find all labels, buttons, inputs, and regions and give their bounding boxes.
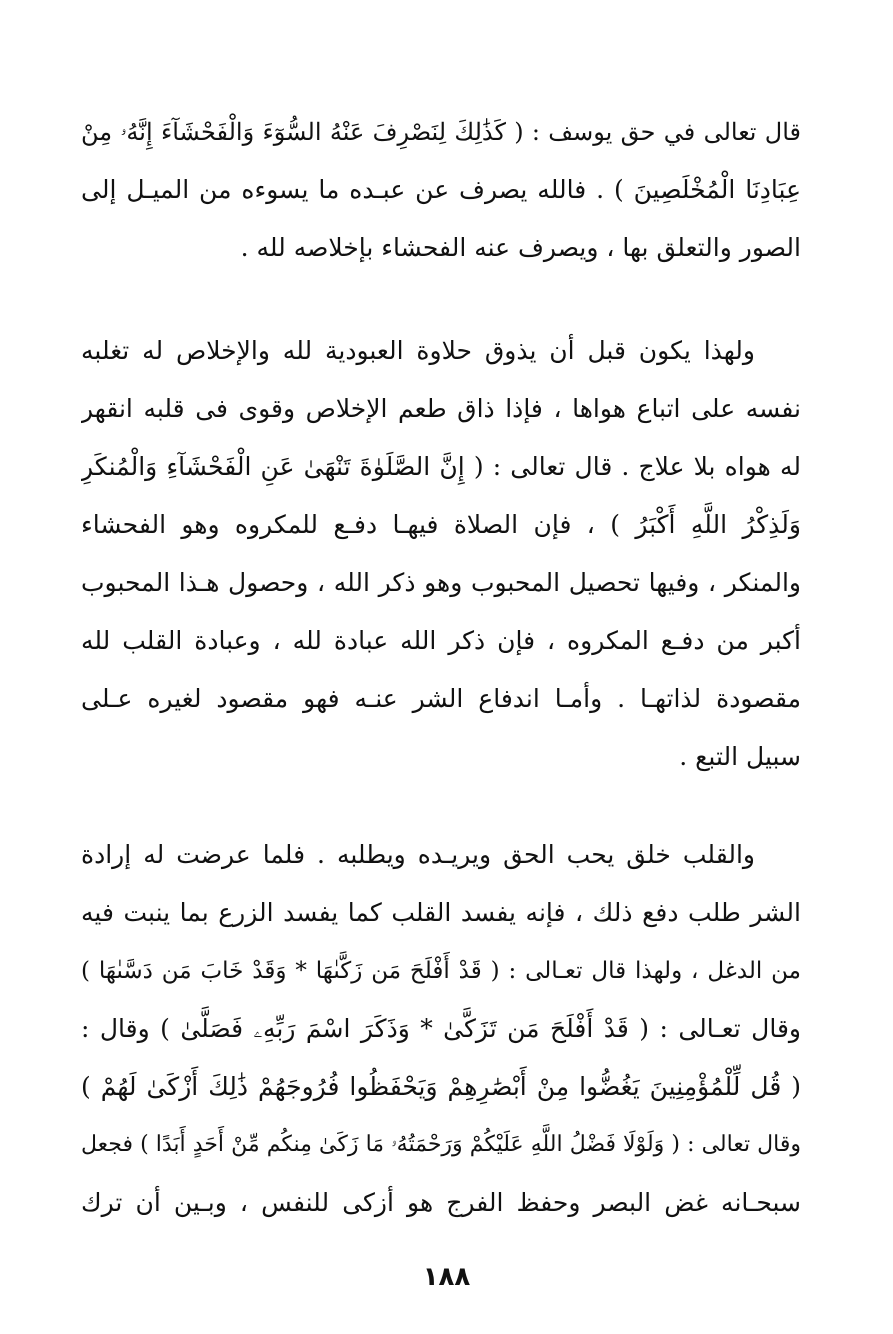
text-line: قال تعالى في حق يوسف : ( كَذَٰلِكَ لِنَصْرِفَ عَنْهُ السُّوٓءَ وَالْفَحْشَآءَ إِنَّهُۥ مِنْ [81,118,801,146]
text-line: سبحـانه غض البصر وحفظ الفرج هو أزكى للنفس ، وبـين أن ترك [81,1188,801,1217]
text-line: ( قُل لِّلْمُؤْمِنِينَ يَغُضُّوا مِنْ أَبْصَٰرِهِمْ وَيَحْفَظُوا فُرُوجَهُمْ ذَٰلِكَ أَزْكَىٰ لَهُمْ ) [81,1072,801,1101]
text-line: أكبر من دفـع المكروه ، فإن ذكر الله عبادة لله ، وعبادة القلب لله [81,626,801,655]
page-number: ١٨٨ [422,1262,471,1292]
text-line: له هواه بلا علاج . قال تعالى : ( إِنَّ الصَّلَوٰةَ تَنْهَىٰ عَنِ الْفَحْشَآءِ وَالْمُنكَرِ [81,452,801,481]
text-line: ولهذا يكون قبل أن يذوق حلاوة العبودية لله والإخلاص له تغلبه [81,336,755,365]
text-line: والمنكر ، وفيها تحصيل المحبوب وهو ذكر الله ، وحصول هـذا المحبوب [81,568,801,597]
text-line: وَلَذِكْرُ اللَّهِ أَكْبَرُ ) ، فإن الصلاة فيهـا دفـع للمكروه وهو الفحشاء [81,510,801,539]
paragraph-2 [81,322,801,786]
text-line: عِبَادِنَا الْمُخْلَصِينَ ) . فالله يصرف عن عبـده ما يسوءه من الميـل إلى [81,175,801,204]
text-line: وقال تعـالى : ( قَدْ أَفْلَحَ مَن تَزَكَّىٰ * وَذَكَرَ اسْمَ رَبِّهِۦ فَصَلَّىٰ ) وقال : [81,1014,801,1043]
text-line: نفسه على اتباع هواها ، فإذا ذاق طعم الإخلاص وقوى فى قلبه انقهر [81,394,801,423]
paragraph-1 [81,103,801,277]
text-line: من الدغل ، ولهذا قال تعـالى : ( قَدْ أَفْلَحَ مَن زَكَّىٰهَا * وَقَدْ خَابَ مَن دَسَّىٰهَا ) [81,958,801,984]
text-line: والقلب خلق يحب الحق ويريـده ويطلبه . فلما عرضت له إرادة [81,840,755,869]
text-line: سبيل التبع . [679,742,801,771]
paragraph-3 [81,826,801,1232]
text-line: مقصودة لذاتهـا . وأمـا اندفاع الشر عنـه فهو مقصود لغيره عـلى [81,684,801,713]
text-line: وقال تعالى : ( وَلَوْلَا فَضْلُ اللَّهِ عَلَيْكُمْ وَرَحْمَتُهُۥ مَا زَكَىٰ مِنكُم مِّنْ أَحَدٍ أَبَدًا ) فجعل [81,1132,801,1157]
text-line: الشر طلب دفع ذلك ، فإنه يفسد القلب كما يفسد الزرع بما ينبت فيه [81,898,801,927]
text-line: الصور والتعلق بها ، ويصرف عنه الفحشاء بإخلاصه لله . [240,233,801,262]
